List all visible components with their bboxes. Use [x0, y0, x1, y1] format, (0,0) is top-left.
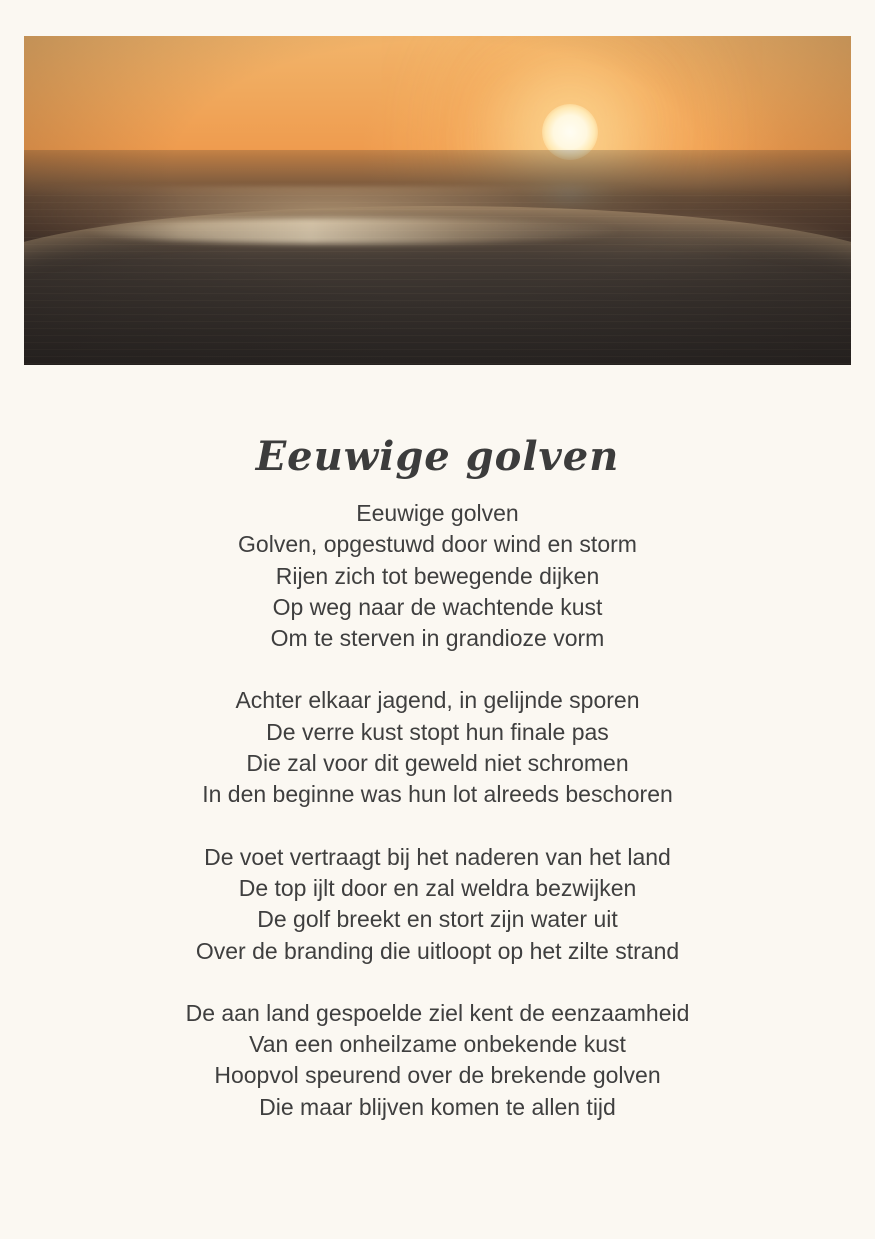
hero-image-sunset-sea — [24, 36, 851, 365]
poem-line: Achter elkaar jagend, in gelijnde sporen — [235, 687, 640, 714]
poem-line: De verre kust stopt hun finale pas — [266, 718, 609, 745]
poem-line: Golven, opgestuwd door wind en storm — [238, 531, 637, 558]
poem-stanza — [0, 498, 875, 654]
water-ripples — [24, 195, 851, 365]
poem-line: De voet vertraagt bij het naderen van het land — [204, 843, 671, 870]
poem-line: De golf breekt en stort zijn water uit — [257, 906, 618, 933]
poem-line: De top ijlt door en zal weldra bezwijken — [238, 874, 637, 901]
poem-line: Op weg naar de wachtende kust — [272, 593, 603, 620]
poem-title: Eeuwige golven — [255, 432, 620, 480]
poem-line: Hoopvol speurend over de brekende golven — [214, 1062, 661, 1089]
poem-line: Die maar blijven komen te allen tijd — [259, 1093, 616, 1120]
poem-line: De aan land gespoelde ziel kent de eenzaamheid — [185, 999, 690, 1026]
poem-body — [0, 498, 875, 1123]
poem-line: Rijen zich tot bewegende dijken — [275, 562, 600, 589]
poem-line: Over de branding die uitloopt op het zilte strand — [195, 937, 680, 964]
poem-line: Van een onheilzame onbekende kust — [249, 1031, 626, 1058]
poem-stanza — [0, 842, 875, 967]
poem-line: In den beginne was hun lot alreeds beschoren — [202, 781, 673, 808]
poem-stanza — [0, 685, 875, 810]
poem-stanza — [0, 998, 875, 1123]
poem-line: Die zal voor dit geweld niet schromen — [246, 750, 629, 777]
poem-line: Om te sterven in grandioze vorm — [270, 625, 605, 652]
poem-line: Eeuwige golven — [356, 500, 519, 526]
